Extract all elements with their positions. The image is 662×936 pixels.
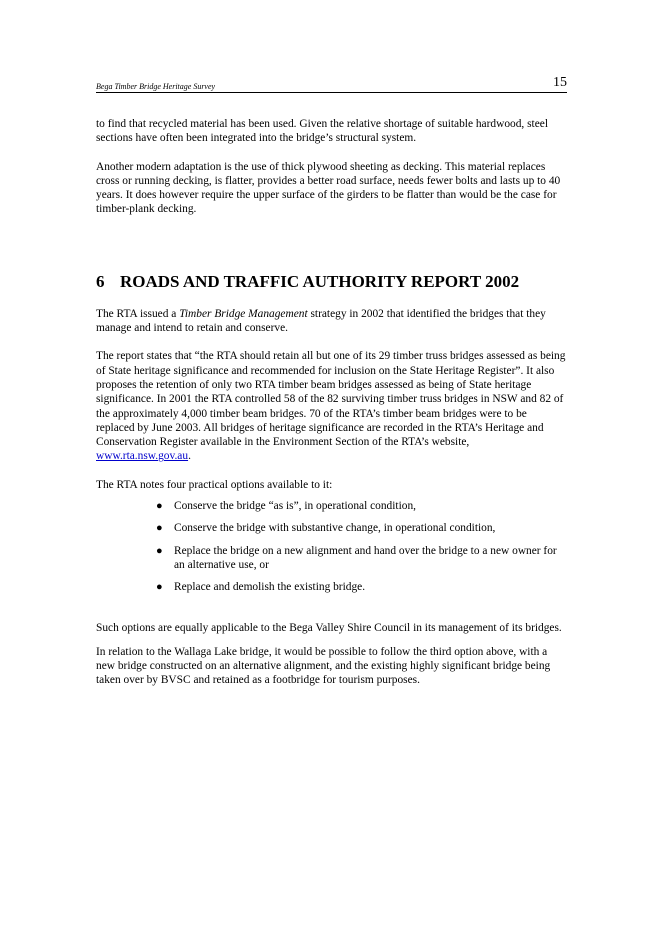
bullet-icon: ● (156, 544, 163, 557)
intro-paragraph-2: Another modern adaptation is the use of thick plywood sheeting as decking. This material replaces cross or running decking, is flatter, provides a better road surface, needs fewer bolts and lasts up to 40 years. It does however require the upper surface of the girders to be flatter than would be the case for timber-plank decking. (96, 160, 561, 216)
section-paragraph-5: In relation to the Wallaga Lake bridge, it would be possible to follow the third option above, with a new bridge constructed on an alternative alignment, and the existing highly significant bridge being taken over by BVSC and retained as a footbridge for tourism purposes. (96, 645, 551, 687)
bullet-icon: ● (156, 522, 163, 535)
header-title: Bega Timber Bridge Heritage Survey (96, 82, 216, 91)
section-title: ROADS AND TRAFFIC AUTHORITY REPORT 2002 (120, 271, 520, 291)
rta-website-link[interactable]: www.rta.nsw.gov.au (96, 450, 189, 463)
text-run: The RTA issued a (96, 307, 180, 320)
page-body (96, 117, 567, 688)
section-paragraph-4: Such options are equally applicable to the Bega Valley Shire Council in its management of its bridges. (96, 621, 562, 634)
section-paragraph-3: The RTA notes four practical options available to it: (96, 478, 333, 491)
list-item (96, 499, 567, 513)
text-run: . (188, 450, 191, 463)
section-number: 6 (96, 271, 105, 291)
option-text: Conserve the bridge with substantive change, in operational condition, (174, 522, 496, 535)
bullet-icon: ● (156, 581, 163, 594)
page-header (96, 76, 567, 93)
section-paragraph-2 (96, 349, 567, 463)
option-text: Conserve the bridge “as is”, in operational condition, (174, 500, 416, 513)
option-text: Replace the bridge on a new alignment and hand over the bridge to a new owner for an alternative use, or (174, 544, 557, 571)
list-item (96, 544, 567, 573)
bullet-icon: ● (156, 500, 163, 513)
strategy-title: Timber Bridge Management (179, 307, 308, 320)
list-item (96, 580, 567, 594)
section-paragraph-1 (96, 307, 567, 336)
section-heading (96, 271, 567, 293)
options-list (96, 499, 567, 594)
list-item (96, 521, 567, 535)
option-text: Replace and demolish the existing bridge. (174, 581, 366, 594)
text-run: strategy in 2002 that identified the bridges that they manage and intend to retain and conserve. (96, 307, 546, 335)
intro-paragraph-1: to find that recycled material has been used. Given the relative shortage of suitable hardwood, steel sections have often been integrated into the bridge’s structural system. (96, 118, 548, 145)
text-run: The report states that “the RTA should retain all but one of its 29 timber truss bridges assessed as being of State heritage significance and recommended for inclusion on the State Heritage Register”. It also proposes the retention of only two RTA timber beam bridges assessed as being of State heritage significance. In 2001 the RTA controlled 58 of the 82 surviving timber truss bridges in NSW and 82 of the approximately 4,000 timber beam bridges. 70 of the RTA’s timber beam bridges were to be replaced by June 2003. All bridges of heritage significance are recorded in the RTA’s Heritage and Conservation Register available in the Environment Section of the RTA’s website, (96, 350, 566, 449)
page-number: 15 (553, 75, 567, 90)
